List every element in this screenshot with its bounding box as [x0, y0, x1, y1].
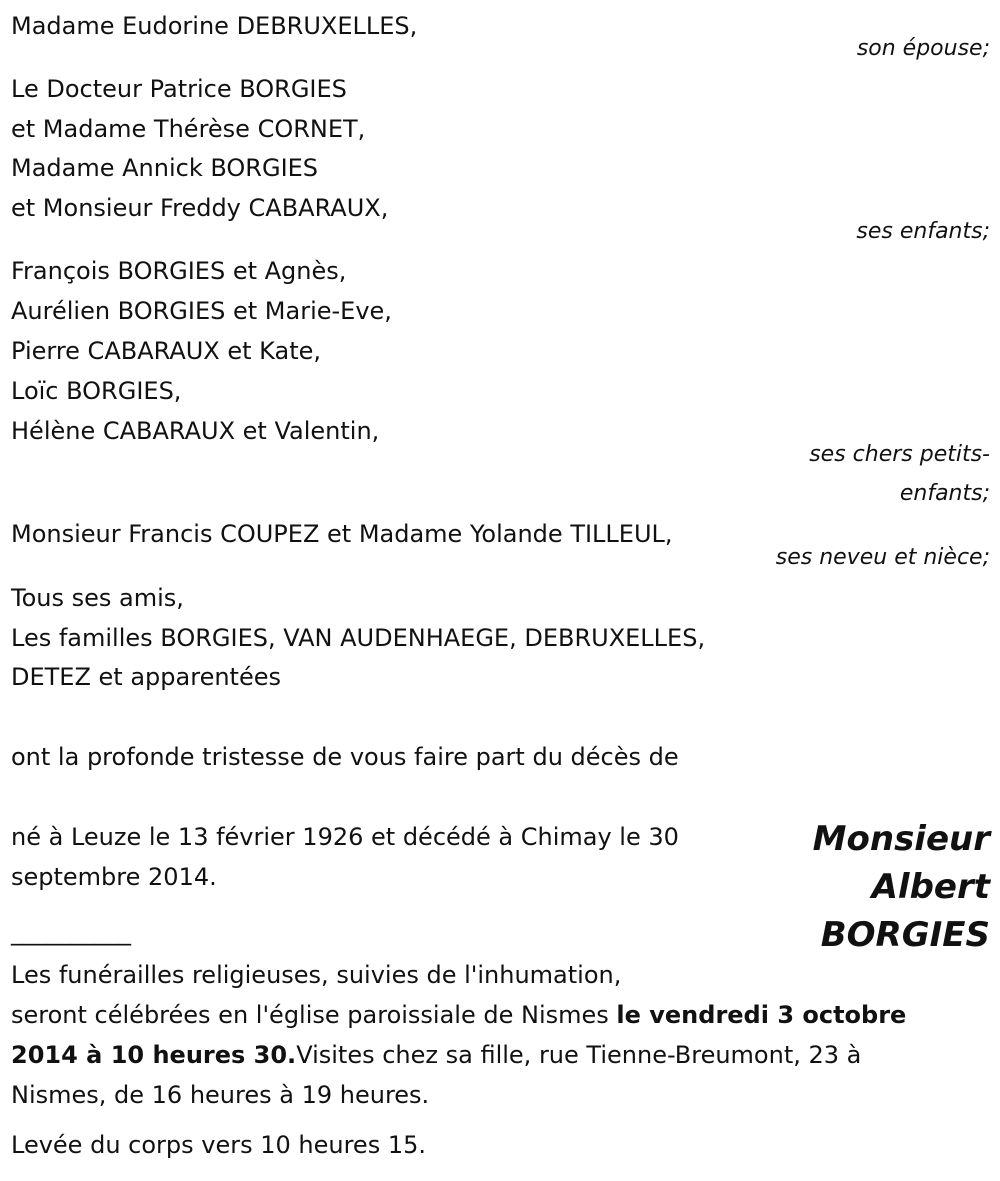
- children-line-3: Madame Annick BORGIES: [11, 154, 319, 182]
- others-line-2: Les familles BORGIES, VAN AUDENHAEGE, DEBRUXELLES,: [11, 624, 706, 652]
- separator-line: __________: [11, 918, 131, 946]
- funeral-line-1: Les funérailles religieuses, suivies de l'inhumation,: [11, 961, 622, 989]
- funeral-line-4: Nismes, de 16 heures à 19 heures.: [11, 1081, 430, 1109]
- children-line-4: et Monsieur Freddy CABARAUX,: [11, 194, 389, 222]
- others-line-3: DETEZ et apparentées: [11, 663, 281, 691]
- grandchildren-role-line-2: enfants;: [899, 481, 990, 506]
- grandchildren-line-1: François BORGIES et Agnès,: [11, 257, 347, 285]
- spouse-role: son épouse;: [856, 36, 990, 61]
- children-role: ses enfants;: [856, 219, 990, 244]
- grandchildren-line-3: Pierre CABARAUX et Kate,: [11, 337, 322, 365]
- funeral-date: le vendredi 3 octobre: [616, 1001, 907, 1029]
- funeral-visits-text: Visites chez sa fille, rue Tienne-Breumont, 23 à: [296, 1041, 862, 1069]
- nephew-niece-name: Monsieur Francis COUPEZ et Madame Yolande TILLEUL,: [11, 520, 673, 548]
- children-line-1: Le Docteur Patrice BORGIES: [11, 75, 347, 103]
- grandchildren-line-5: Hélène CABARAUX et Valentin,: [11, 417, 380, 445]
- levee-text: Levée du corps vers 10 heures 15.: [11, 1131, 426, 1159]
- deceased-name: [750, 815, 990, 959]
- deceased-name-line-3: BORGIES: [820, 915, 990, 955]
- funeral-line-2-text: seront célébrées en l'église paroissiale de Nismes: [11, 1001, 617, 1029]
- deceased-name-line-1: Monsieur: [812, 819, 990, 859]
- nephew-niece-role: ses neveu et nièce;: [775, 545, 990, 570]
- others-line-1: Tous ses amis,: [11, 584, 184, 612]
- birth-death-line-1: né à Leuze le 13 février 1926 et décédé à Chimay le 30: [11, 823, 679, 851]
- grandchildren-line-4: Loïc BORGIES,: [11, 377, 182, 405]
- grandchildren-line-2: Aurélien BORGIES et Marie-Eve,: [11, 297, 392, 325]
- spouse-name: Madame Eudorine DEBRUXELLES,: [11, 12, 418, 40]
- deceased-name-line-2: Albert: [871, 867, 990, 907]
- announcement-text: ont la profonde tristesse de vous faire part du décès de: [11, 743, 679, 771]
- birth-death-line-2: septembre 2014.: [11, 863, 217, 891]
- grandchildren-role-line-1: ses chers petits-: [809, 442, 990, 467]
- funeral-line-2: [11, 995, 906, 1035]
- children-line-2: et Madame Thérèse CORNET,: [11, 115, 366, 143]
- funeral-time: 2014 à 10 heures 30.: [11, 1041, 297, 1069]
- funeral-line-3: [11, 1035, 861, 1075]
